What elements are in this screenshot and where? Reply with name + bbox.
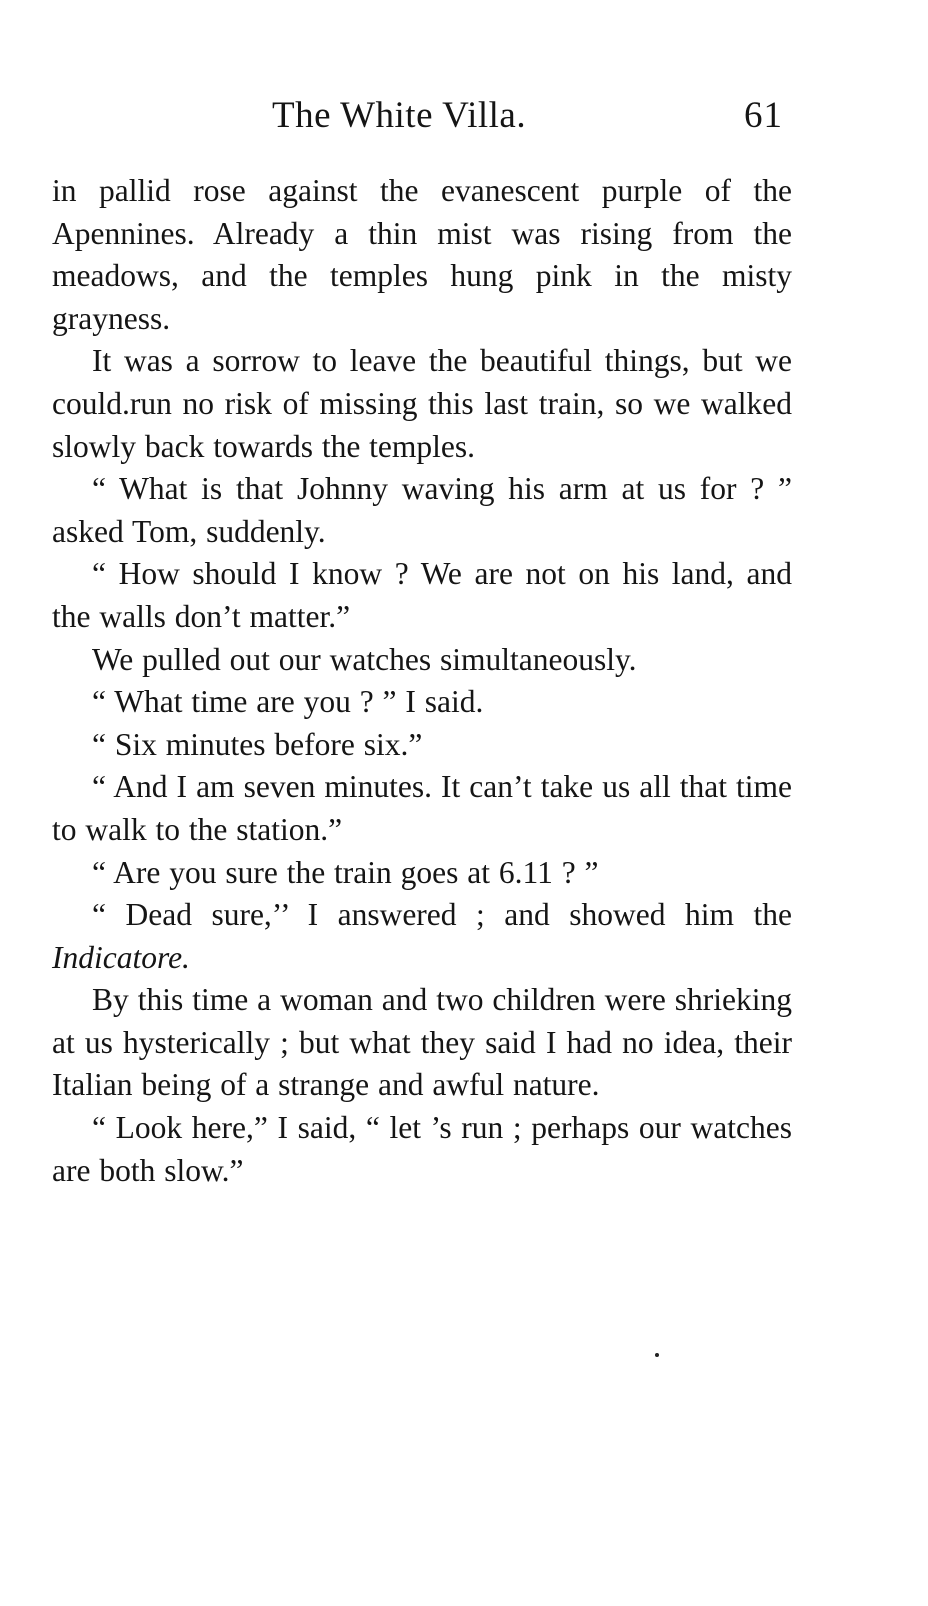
- paragraph: “ What time are you ? ” I said.: [92, 684, 484, 720]
- body-text: [52, 170, 792, 1192]
- paragraph: [52, 894, 792, 979]
- paragraph: “ What is that Johnny waving his arm at us for ? ” asked Tom, suddenly.: [52, 471, 792, 549]
- paragraph: “ How should I know ? We are not on his land, and the walls don’t matter.”: [52, 556, 792, 634]
- page-number: 61: [744, 95, 783, 136]
- page-header: [0, 94, 928, 144]
- ink-speck: [655, 1353, 659, 1357]
- paragraph: “ And I am seven minutes. It can’t take us all that time to walk to the station.”: [52, 769, 792, 847]
- italic-book-title: Indicatore.: [52, 939, 190, 975]
- paragraph: “ Are you sure the train goes at 6.11 ? ”: [92, 854, 599, 890]
- paragraph: in pallid rose against the evanescent purple of the Apennines. Already a thin mist was rising from the meadows, and the temples hung pink in the misty grayness.: [52, 173, 792, 336]
- paragraph-text: “ Dead sure,’’ I answered ; and showed him the: [92, 897, 792, 933]
- paragraph: We pulled out our watches simultaneously.: [92, 641, 637, 677]
- running-title: The White Villa.: [272, 95, 527, 136]
- paragraph: By this time a woman and two children were shrieking at us hysterically ; but what they said I had no idea, their Italian being of a strange and awful nature.: [52, 982, 792, 1103]
- paragraph: “ Look here,” I said, “ let ’s run ; perhaps our watches are both slow.”: [52, 1110, 792, 1188]
- paragraph: “ Six minutes before six.”: [92, 726, 423, 762]
- paragraph: It was a sorrow to leave the beautiful things, but we could.run no risk of missing this last train, so we walked slowly back towards the temples.: [52, 343, 792, 464]
